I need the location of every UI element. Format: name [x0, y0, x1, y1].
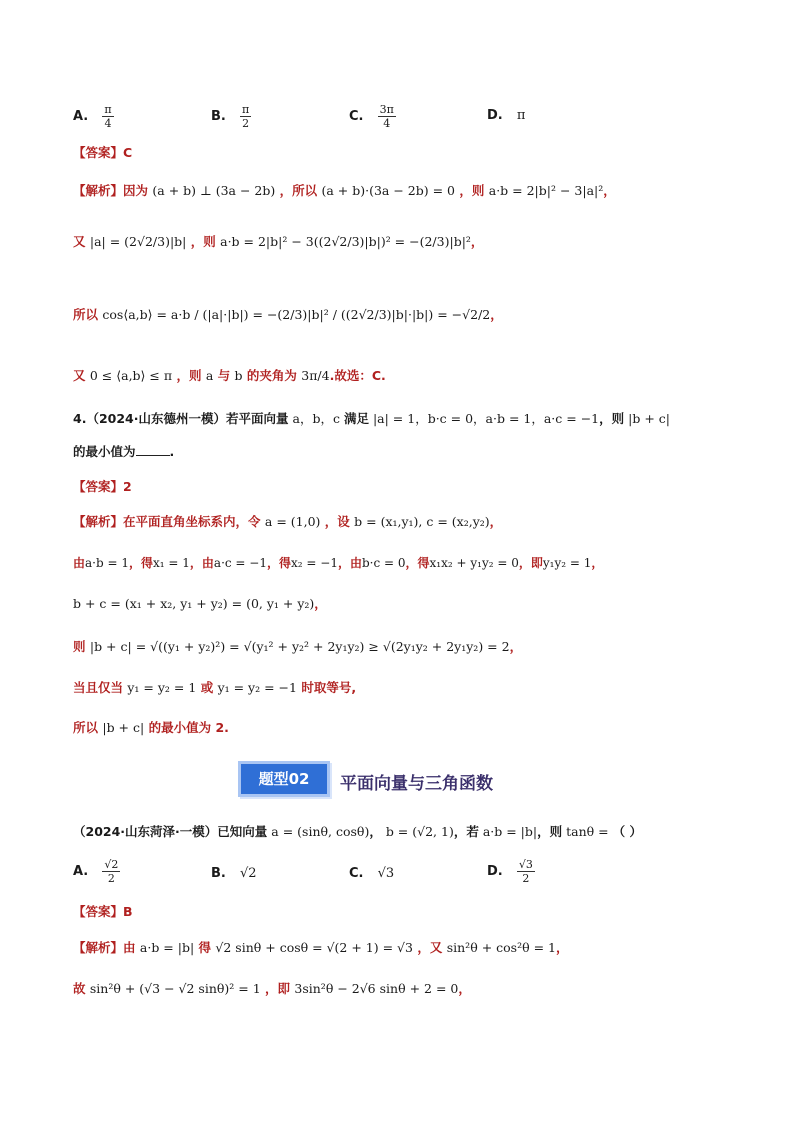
q3-option-c-num: 3π — [379, 103, 394, 116]
q4-analysis-line6: 所以 |b + c| 的最小值为 2. — [73, 720, 229, 735]
q5-option-d: D. $\frac{√3}{2}$ — [487, 858, 533, 885]
q4-analysis-line4: 则 |b + c| = √((y₁ + y₂)²) = √(y₁² + y₂² + 2y₁y₂) ≥ √(2y₁y₂ + 2y₁y₂) = 2， — [73, 639, 523, 654]
answer-blank[interactable] — [136, 455, 170, 456]
q3-option-a: A. $\frac{\pi}{4}$ — [73, 103, 112, 130]
q3-analysis-line2: 又 |a| = (2√2/3)|b| ，则 a·b = 2|b|² − 3((2√2/3)|b|)² = −(2/3)|b|²， — [73, 234, 484, 249]
q3-option-a-num: π — [104, 103, 112, 116]
q3-analysis-line3: 所以 cos⟨a,b⟩ = a·b / (|a|·|b|) = −(2/3)|b|² / ((2√2/3)|b|·|b|) = −√2/2， — [73, 307, 503, 322]
q3-option-d: D. π — [487, 108, 526, 123]
q3-option-c: C. $\frac{3\pi}{4}$ — [349, 103, 394, 130]
q5-answer: 【答案】B — [73, 904, 133, 919]
q5-option-c-value: √3 — [377, 866, 395, 881]
q5-option-c: C. √3 — [349, 866, 395, 881]
q3-option-b-den: 2 — [242, 117, 250, 130]
q5-option-b: B. √2 — [211, 866, 257, 881]
q4-analysis-line3: b + c = (x₁ + x₂, y₁ + y₂) = (0, y₁ + y₂)， — [73, 596, 327, 611]
q3-analysis-line1: 【解析】因为 (a + b) ⊥ (3a − 2b) ，所以 (a + b)·(3a − 2b) = 0 ，则 a·b = 2|b|² − 3|a|²， — [73, 183, 616, 198]
q5-option-a-den: 2 — [107, 872, 115, 885]
q3-analysis-line4: 又 0 ≤ ⟨a,b⟩ ≤ π ，则 a 与 b 的夹角为 3π/4.故选：C. — [73, 368, 386, 383]
q4-answer: 【答案】2 — [73, 479, 132, 494]
q5-stem: （2024·山东菏泽·一模）已知向量 a = (sinθ, cosθ)， b = (√2, 1)，若 a·b = |b|，则 tanθ = （ ） — [73, 824, 642, 839]
q4-stem-line1: 4.（2024·山东德州一模）若平面向量 a，b，c 满足 |a| = 1，b·c = 0，a·b = 1，a·c = −1，则 |b + c| — [73, 411, 670, 426]
q5-option-a-num: √2 — [104, 858, 119, 871]
q5-analysis-line1: 【解析】由 a·b = |b| 得 √2 sinθ + cosθ = √(2 + 1) = √3 ，又 sin²θ + cos²θ = 1， — [73, 940, 569, 955]
q4-analysis-line2: 由a·b = 1，得x₁ = 1，由a·c = −1，得x₂ = −1，由b·c = 0，得x₁x₂ + y₁y₂ = 0，即y₁y₂ = 1， — [73, 556, 604, 570]
q3-answer: 【答案】C — [73, 145, 133, 160]
q5-option-d-den: 2 — [522, 872, 530, 885]
q3-option-c-den: 4 — [383, 117, 391, 130]
q5-option-a: A. $\frac{√2}{2}$ — [73, 858, 119, 885]
q3-option-d-value: π — [516, 108, 526, 123]
q4-stem-line2: 的最小值为 . — [73, 444, 175, 459]
q5-analysis-line2: 故 sin²θ + (√3 − √2 sinθ)² = 1 ，即 3sin²θ − 2√6 sinθ + 2 = 0， — [73, 981, 471, 996]
q5-option-b-value: √2 — [240, 866, 257, 881]
q4-analysis-line5: 当且仅当 y₁ = y₂ = 1 或 y₁ = y₂ = −1 时取等号, — [73, 680, 357, 695]
q3-option-b: B. $\frac{\pi}{2}$ — [211, 103, 250, 130]
q3-option-a-den: 4 — [104, 117, 112, 130]
section-title: 平面向量与三角函数 — [340, 774, 493, 794]
q3-option-b-num: π — [242, 103, 250, 116]
q4-analysis-line1: 【解析】在平面直角坐标系内，令 a = (1,0) ，设 b = (x₁,y₁), c = (x₂,y₂)， — [73, 514, 503, 529]
section-badge: 题型02 — [238, 761, 330, 797]
q5-option-d-num: √3 — [518, 858, 533, 871]
